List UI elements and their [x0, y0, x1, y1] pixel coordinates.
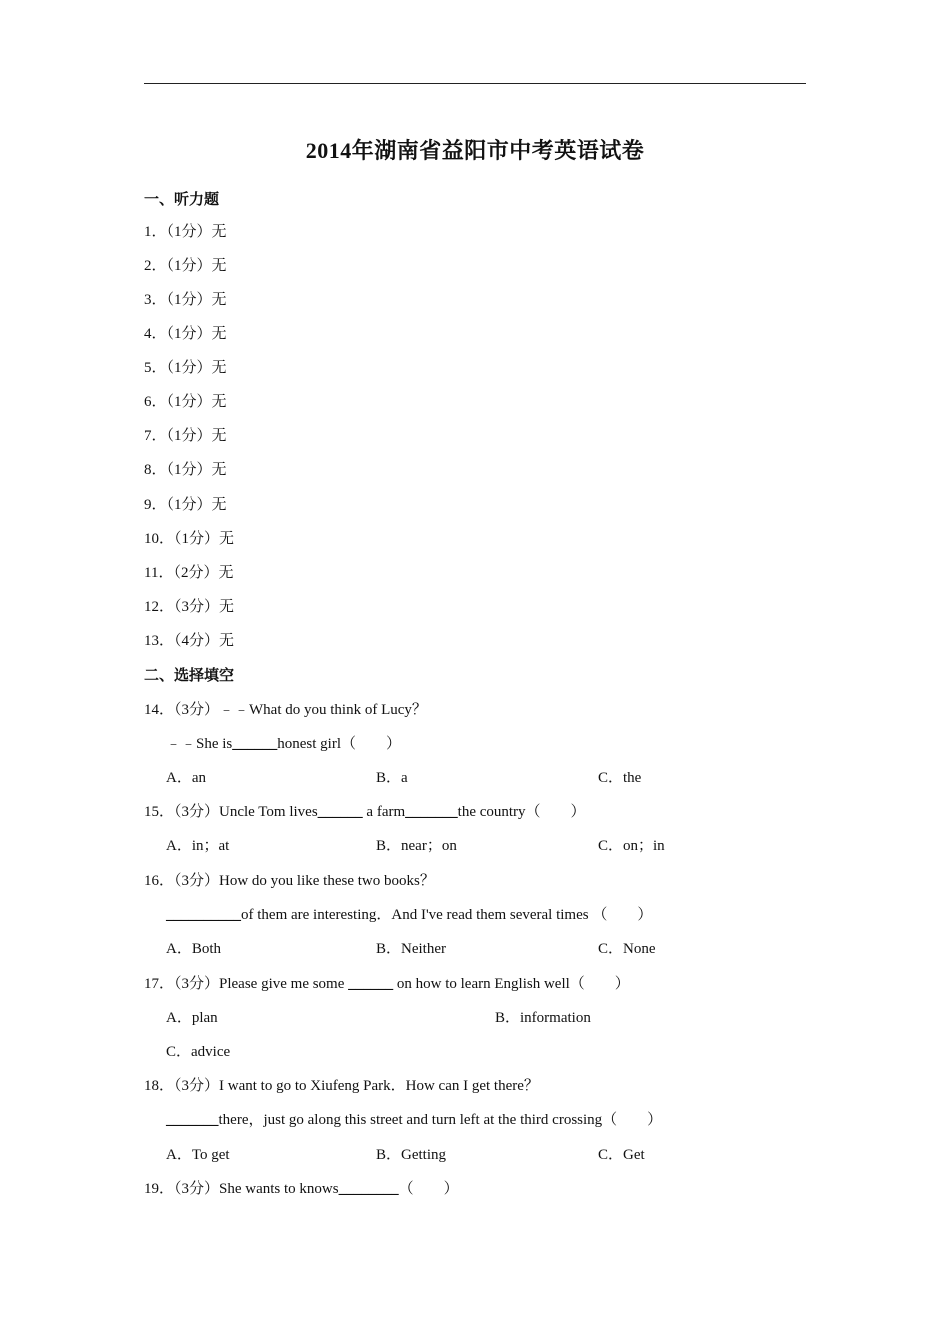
q15-blank-2: _______ — [405, 804, 458, 820]
q16-option-a: A．Both — [166, 941, 222, 957]
q16-line2-text: of them are interesting．And I've read them several times （ ） — [241, 907, 653, 923]
q15-stem-text-c: the country（ ） — [457, 804, 586, 820]
q16-blank: __________ — [166, 907, 241, 923]
q15-option-b: B．near；on — [376, 838, 457, 854]
q15-stem-text-a: 15．（3分）Uncle Tom lives — [144, 804, 318, 820]
q14-blank: ______ — [232, 736, 278, 752]
q14-option-b: B．a — [376, 770, 408, 786]
q16-stem: 16．（3分）How do you like these two books？ — [144, 873, 435, 889]
q15-option-a: A．in；at — [166, 838, 230, 854]
q18-option-a: A．To get — [166, 1147, 230, 1163]
q17-option-c: C．advice — [166, 1044, 231, 1060]
q15-option-c: C．on；in — [598, 838, 665, 854]
listening-item-9: 9．（1分）无 — [144, 497, 227, 513]
q18-stem: 18．（3分）I want to go to Xiufeng Park．How can I get there？ — [144, 1078, 539, 1094]
page-title: 2014年湖南省益阳市中考英语试卷 — [305, 138, 645, 163]
q17-stem — [144, 974, 630, 994]
q19-stem-text-b: （ ） — [398, 1181, 459, 1197]
listening-item-8: 8．（1分）无 — [144, 462, 227, 478]
q15-stem-text-b: a farm — [362, 804, 406, 820]
q14-line2-text-a: ﹣﹣She is — [166, 736, 233, 752]
q14-option-a: A．an — [166, 770, 206, 786]
listening-item-5: 5．（1分）无 — [144, 360, 227, 376]
q17-blank: ______ — [348, 976, 394, 992]
listening-item-6: 6．（1分）无 — [144, 394, 227, 410]
listening-item-13: 13．（4分）无 — [144, 633, 235, 649]
section-heading-choice: 二、选择填空 — [144, 668, 235, 684]
q14-option-c: C．the — [598, 770, 642, 786]
listening-item-2: 2．（1分）无 — [144, 258, 227, 274]
listening-item-4: 4．（1分）无 — [144, 326, 227, 342]
q14-line2-text-b: honest girl（ ） — [277, 736, 402, 752]
q17-stem-text-a: 17．（3分）Please give me some — [144, 976, 349, 992]
q18-line2 — [166, 1110, 662, 1130]
q19-stem-text-a: 19．（3分）She wants to knows — [144, 1181, 339, 1197]
listening-item-1: 1．（1分）无 — [144, 224, 227, 240]
q18-line2-text: there，just go along this street and turn left at the third crossing（ ） — [218, 1112, 663, 1128]
listening-item-11: 11．（2分）无 — [144, 565, 234, 581]
listening-item-7: 7．（1分）无 — [144, 428, 227, 444]
q14-stem: 14．（3分）﹣﹣What do you think of Lucy？ — [144, 702, 427, 718]
q17-option-a: A．plan — [166, 1010, 218, 1026]
q18-option-c: C．Get — [598, 1147, 645, 1163]
q14-line2 — [166, 734, 401, 754]
listening-item-10: 10．（1分）无 — [144, 531, 235, 547]
q15-blank-1: ______ — [317, 804, 363, 820]
q17-option-b: B．information — [495, 1010, 591, 1026]
q16-option-b: B．Neither — [376, 941, 446, 957]
q15-stem — [144, 802, 586, 822]
q18-blank: _______ — [166, 1112, 219, 1128]
header-rule — [144, 83, 806, 84]
section-heading-listening: 一、听力题 — [144, 192, 220, 208]
q16-line2 — [166, 905, 652, 925]
q16-option-c: C．None — [598, 941, 656, 957]
listening-item-12: 12．（3分）无 — [144, 599, 235, 615]
q18-option-b: B．Getting — [376, 1147, 446, 1163]
listening-item-3: 3．（1分）无 — [144, 292, 227, 308]
q19-stem — [144, 1179, 459, 1199]
q19-blank: ________ — [338, 1181, 399, 1197]
q17-stem-text-b: on how to learn English well（ ） — [393, 976, 630, 992]
